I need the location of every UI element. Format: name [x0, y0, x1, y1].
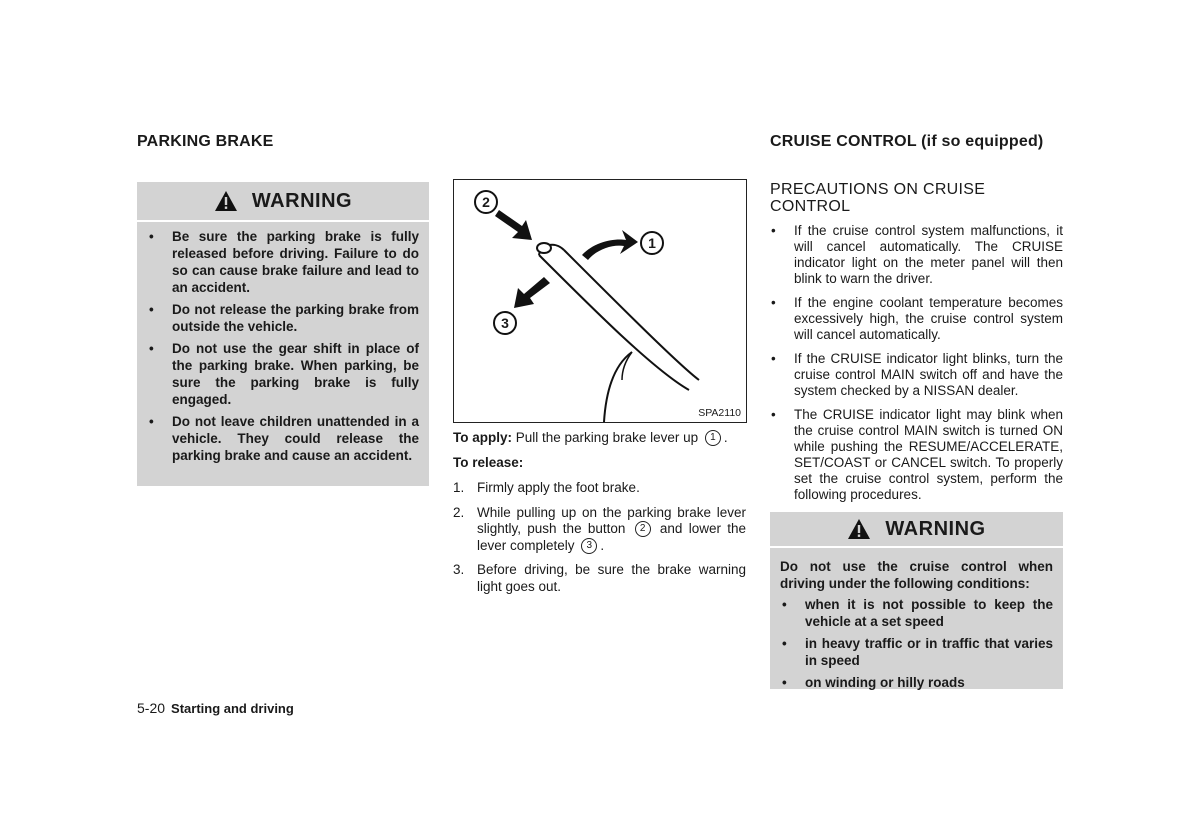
- parking-brake-warning-box: [137, 182, 429, 486]
- warning-label: WARNING: [251, 189, 353, 212]
- cruise-control-title: CRUISE CONTROL (if so equipped): [770, 133, 1044, 150]
- precaution-item: • If the cruise control system malfunctions, it will cancel automatically. The CRUISE indicator light on the meter panel will then blink to warn the driver.: [770, 223, 1063, 287]
- warning-item: • on winding or hilly roads: [780, 674, 1053, 691]
- warning-triangle-icon: [847, 518, 871, 540]
- step-item: 3. Before driving, be sure the brake warning light goes out.: [453, 562, 746, 594]
- footer-section: Starting and driving: [171, 701, 294, 716]
- callout-2: 2: [474, 190, 498, 214]
- ref-3: 3: [581, 538, 597, 554]
- warning-intro: Do not use the cruise control when driving under the following conditions:: [780, 559, 1053, 591]
- release-label: To release:: [453, 454, 524, 470]
- figure-code: SPA2110: [698, 407, 741, 419]
- callout-3: 3: [493, 311, 517, 335]
- warning-item: • Do not release the parking brake from outside the vehicle.: [147, 301, 419, 335]
- parking-brake-lever-illustration: [454, 180, 746, 422]
- warning-item: • Be sure the parking brake is fully released before driving. Failure to do so can cause brake failure and lead to an accident.: [147, 228, 419, 296]
- precaution-item: • The CRUISE indicator light may blink when the cruise control MAIN switch is turned ON while pushing the RESUME/ACCELERATE, SET/COAST or CANCEL switch. To properly set the cruise control system, perform the following procedures.: [770, 407, 1063, 503]
- warning-header: [137, 182, 429, 222]
- step-item: 1. Firmly apply the foot brake.: [453, 480, 640, 495]
- warning-triangle-icon: [214, 190, 238, 212]
- apply-text: Pull the parking brake lever up: [515, 430, 699, 445]
- page-number: 5-20: [137, 700, 166, 716]
- precautions-subheading: PRECAUTIONS ON CRUISE CONTROL: [770, 181, 986, 215]
- warning-item: • Do not use the gear shift in place of the parking brake. When parking, be sure the parking brake is fully engaged.: [147, 340, 419, 408]
- warning-header: [770, 512, 1063, 548]
- step-item: 2. While pulling up on the parking brake lever slightly, push the button 2 and lower the lever completely 3 .: [453, 504, 746, 553]
- parking-brake-figure: [453, 179, 747, 423]
- parking-brake-title: PARKING BRAKE: [137, 133, 274, 150]
- callout-1: 1: [640, 231, 664, 255]
- apply-label: To apply:: [453, 430, 512, 445]
- precaution-item: • If the CRUISE indicator light blinks, turn the cruise control MAIN switch off and have the system checked by a NISSAN dealer.: [770, 351, 1063, 399]
- warning-label: WARNING: [885, 517, 986, 540]
- apply-paragraph: To apply: Pull the parking brake lever up 1 .: [453, 430, 728, 445]
- warning-item: • in heavy traffic or in traffic that varies in speed: [780, 635, 1053, 669]
- ref-1: 1: [705, 430, 721, 446]
- warning-item: • Do not leave children unattended in a vehicle. They could release the parking brake and cause an accident.: [147, 413, 419, 464]
- precaution-item: • If the engine coolant temperature becomes excessively high, the cruise control system will cancel automatically.: [770, 295, 1063, 343]
- warning-item: • when it is not possible to keep the vehicle at a set speed: [780, 596, 1053, 630]
- cruise-control-warning-box: [770, 512, 1063, 689]
- parking-brake-instructions: [453, 430, 746, 603]
- ref-2: 2: [635, 521, 651, 537]
- page-footer: [137, 700, 294, 716]
